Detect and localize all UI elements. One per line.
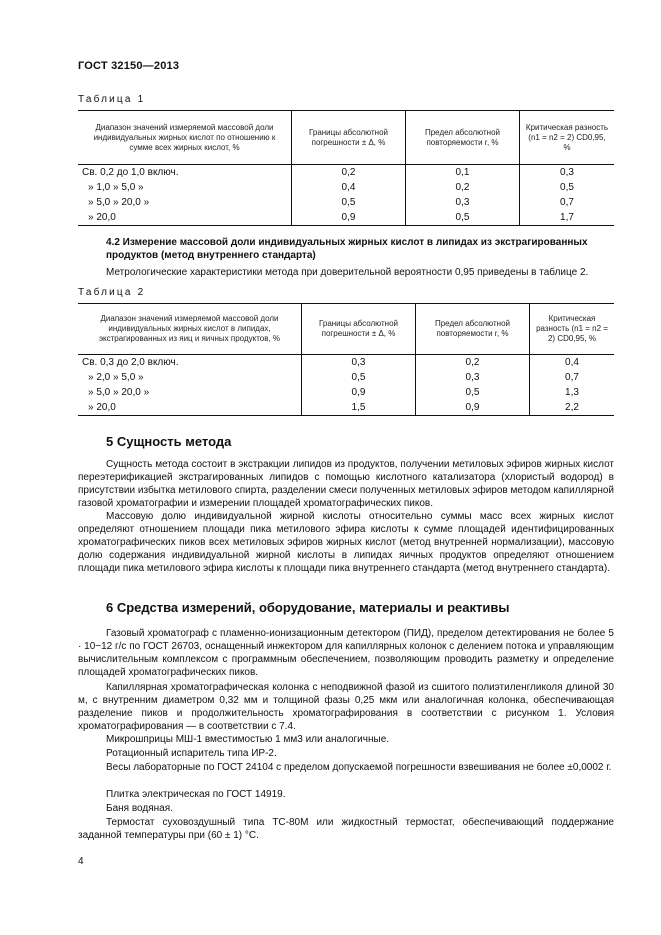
table-row [78, 355, 614, 371]
table-cell: Св. 0,2 до 1,0 включ. [78, 165, 292, 181]
table-cell: Св. 0,3 до 2,0 включ. [78, 355, 302, 371]
table-row [78, 370, 614, 385]
section-4-2-title: 4.2 Измерение массовой доли индивидуальных жирных кислот в липидах из экстрагированных продуктов (метод внутреннего стандарта) [106, 237, 588, 261]
table2-caption: Таблица 2 [78, 287, 146, 298]
table-cell: 2,2 [530, 400, 615, 416]
table-cell: 0,5 [406, 210, 520, 226]
section-5-paragraph-2: Массовую долю индивидуальной жирной кислоты относительно суммы масс всех жирных кислот определяют отношением площади пика метилового эфира кислоты к сумме площадей идентифицированных хроматографических пиков всех метиловых эфиров жирных кислот (метод внутренней нормализации), массовую долю содержания индивидуальной жирной кислоты в липидах яичных продуктов определяют отношением площади пика метилового эфира кислоты к площади пика внутреннего стандарта (метод внутреннего стандарта). [78, 511, 614, 574]
table-cell: 0,3 [416, 370, 530, 385]
section-6-paragraph-6: Плитка электрическая по ГОСТ 14919. [106, 789, 286, 800]
table-cell: 1,7 [520, 210, 615, 226]
table-cell: » 5,0 » 20,0 » [78, 195, 292, 210]
table-cell: 0,3 [406, 195, 520, 210]
section-4-2-text: Метрологические характеристики метода при доверительной вероятности 0,95 приведены в таблице 2. [106, 267, 589, 278]
section-6-paragraph-7: Баня водяная. [106, 803, 173, 814]
table-cell: » 20,0 [78, 210, 292, 226]
table-cell: 0,9 [416, 400, 530, 416]
table-cell: 0,9 [292, 210, 406, 226]
section-5-title: 5 Сущность метода [106, 434, 232, 449]
table-row [78, 195, 614, 210]
table-cell: 0,2 [416, 355, 530, 371]
section-6-paragraph-8: Термостат суховоздушный типа ТС-80М или жидкостный термостат, обеспечивающий поддержание заданной температуры при (60 ± 1) °С. [78, 817, 614, 841]
section-6-paragraph-3: Микрошприцы МШ-1 вместимостью 1 мм3 или аналогичные. [106, 734, 390, 745]
table-cell: » 1,0 » 5,0 » [78, 180, 292, 195]
table-cell: 0,7 [530, 370, 615, 385]
table-cell: 0,3 [302, 355, 416, 371]
table-cell: 0,7 [520, 195, 615, 210]
table-cell: 0,1 [406, 165, 520, 181]
page-number: 4 [78, 856, 84, 867]
table2-header-error: Границы абсолютной погрешности ± Δ, % [302, 304, 416, 355]
section-6-paragraph-4: Ротационный испаритель типа ИР-2. [106, 748, 277, 759]
table2-header-range: Диапазон значений измеряемой массовой доли индивидуальных жирных кислот в липидах, экстрагированных из яиц и яичных продуктов, % [78, 304, 302, 355]
table-cell: » 5,0 » 20,0 » [78, 385, 302, 400]
section-6-paragraph-5: Весы лабораторные по ГОСТ 24104 с пределом допускаемой погрешности взвешивания не более ±0,0002 г. [106, 762, 612, 773]
table2 [78, 303, 614, 416]
table1-header-range: Диапазон значений измеряемой массовой доли индивидуальных жирных кислот по отношению к сумме всех жирных кислот, % [78, 111, 292, 165]
table1-header-critical-difference: Критическая разность (n1 = n2 = 2) CD0,95, % [520, 111, 615, 165]
table-cell: 0,9 [302, 385, 416, 400]
table-cell: » 20,0 [78, 400, 302, 416]
table-row [78, 180, 614, 195]
table1-header-error: Границы абсолютной погрешности ± Δ, % [292, 111, 406, 165]
table-cell: 0,4 [530, 355, 615, 371]
table-row [78, 385, 614, 400]
table-cell: 0,5 [416, 385, 530, 400]
table-row [78, 400, 614, 416]
table-cell: » 2,0 » 5,0 » [78, 370, 302, 385]
table-cell: 0,2 [406, 180, 520, 195]
table-cell: 0,2 [292, 165, 406, 181]
table-cell: 0,5 [302, 370, 416, 385]
table-cell: 0,4 [292, 180, 406, 195]
table1 [78, 110, 614, 226]
table2-header-critical-difference: Критическая разность (n1 = n2 = 2) CD0,95, % [530, 304, 615, 355]
section-5-paragraph-1: Сущность метода состоит в экстракции липидов из продуктов, получении метиловых эфиров жирных кислот переэтерификацией экстрагированных липидов с помощью кислотного катализатора (хлористый водород) в присутствии избытка метилового спирта, разделении смеси полученных метиловых эфиров методом капиллярной газовой хроматографии и измерении площадей хроматографических пиков. [78, 459, 614, 509]
document-header: ГОСТ 32150—2013 [78, 60, 180, 72]
table-cell: 1,5 [302, 400, 416, 416]
table-row [78, 165, 614, 181]
section-6-title: 6 Средства измерений, оборудование, материалы и реактивы [106, 600, 510, 615]
table2-header-repeatability: Предел абсолютной повторяемости r, % [416, 304, 530, 355]
section-6-paragraph-1: Газовый хроматограф с пламенно-ионизационным детектором (ПИД), пределом детектирования не более 5 · 10−12 г/с по ГОСТ 26703, оснащенный инжектором для капиллярных колонок с делением потока и управляющим вычислительным комплексом с программным обеспечением, позволяющим проводить разметку и определение площадей хроматографических пиков. [78, 628, 614, 678]
table1-header-repeatability: Предел абсолютной повторяемости r, % [406, 111, 520, 165]
section-6-paragraph-2: Капиллярная хроматографическая колонка с неподвижной фазой из сшитого полиэтиленгликоля длиной 30 м, с внутренним диаметром 0,32 мм и толщиной фазы 0,25 мкм или аналогичная колонка, обеспечивающая разделение пиков и продолжительность хроматографирования в соответствии с рисунком 1. Условия хроматографирования — в соответствии с 7.4. [78, 682, 614, 732]
table1-caption: Таблица 1 [78, 94, 146, 105]
table-cell: 0,5 [292, 195, 406, 210]
table-cell: 0,5 [520, 180, 615, 195]
table-cell: 1,3 [530, 385, 615, 400]
table-cell: 0,3 [520, 165, 615, 181]
table-row [78, 210, 614, 226]
